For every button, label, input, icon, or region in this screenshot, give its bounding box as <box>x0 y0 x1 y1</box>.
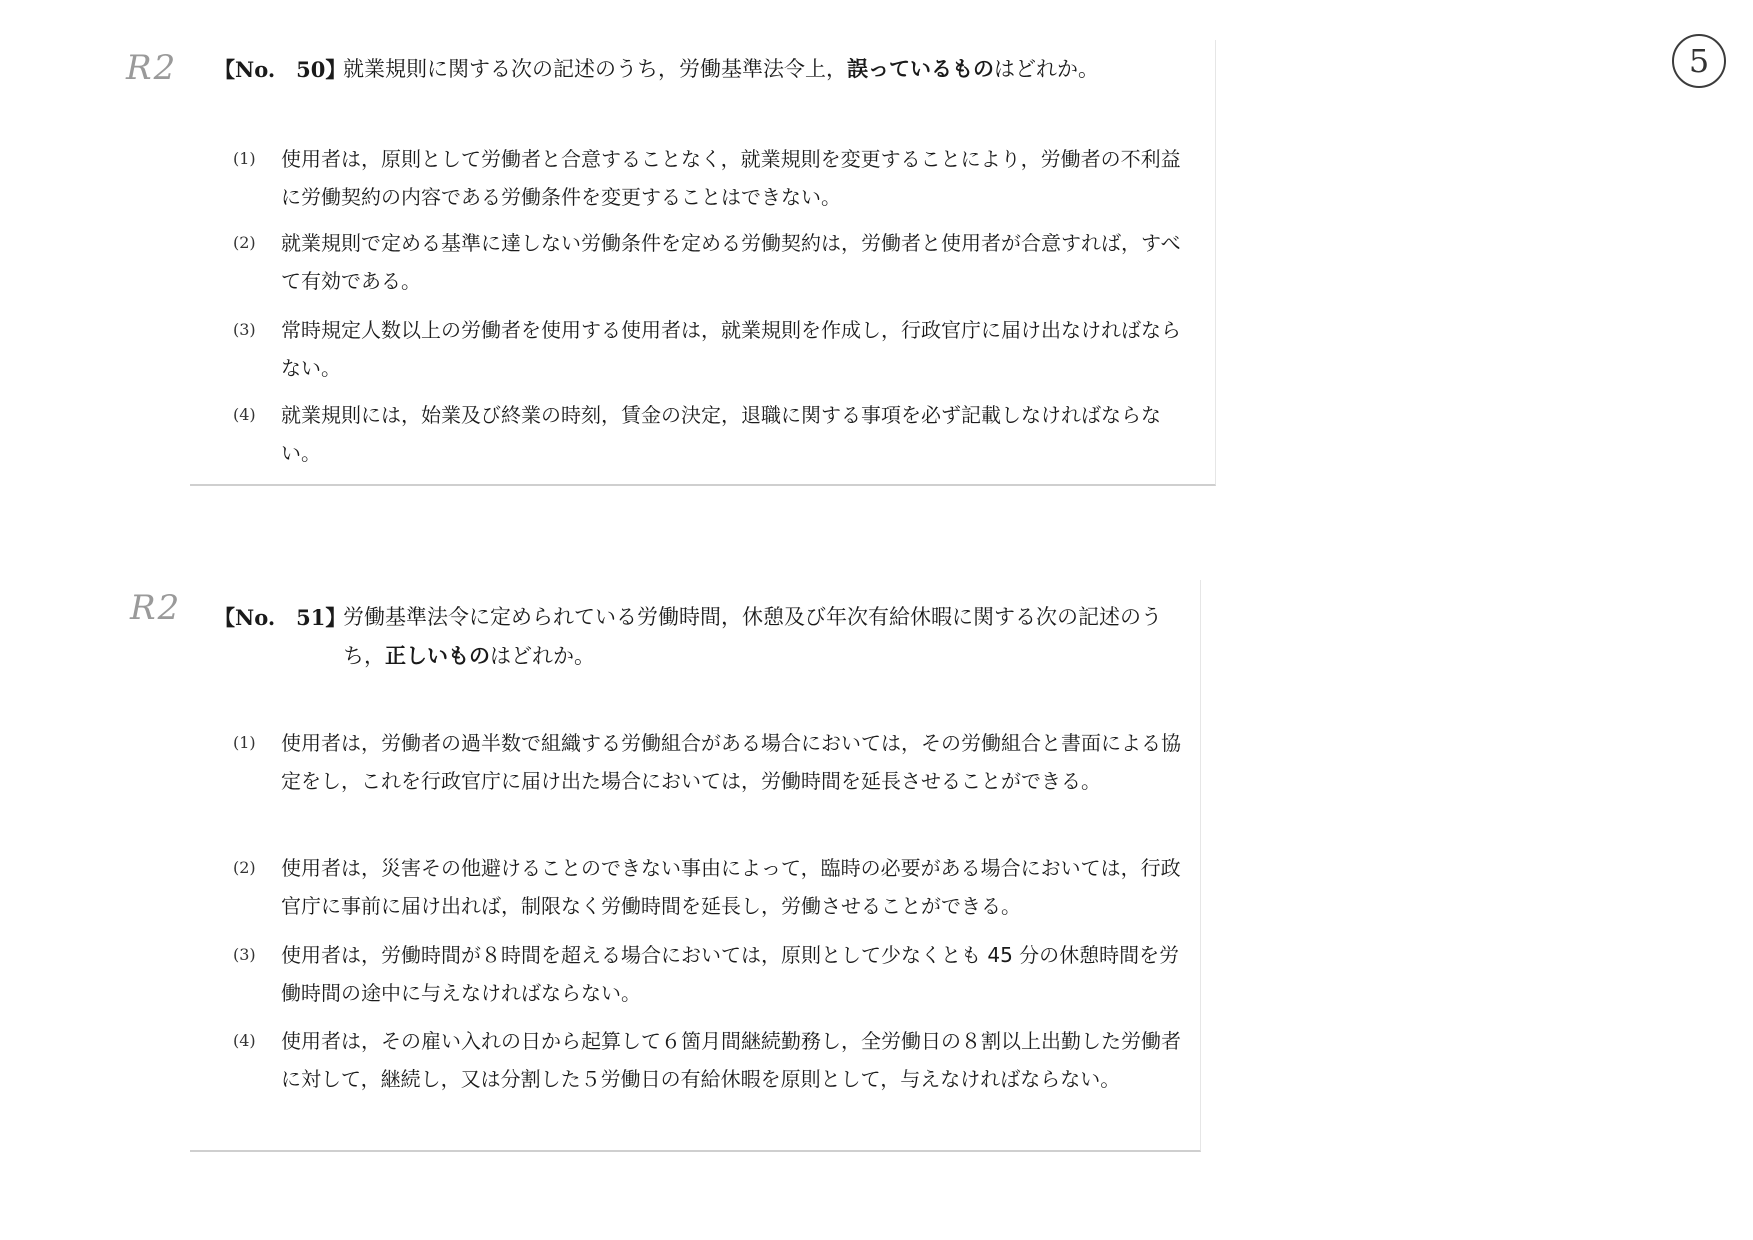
choice-number: (4) <box>233 1031 256 1050</box>
question-51-header <box>214 598 1163 676</box>
question-51-stem: 労働基準法令に定められている労働時間，休憩及び年次有給休暇に関する次の記述のうち，正しいものはどれか。 <box>343 605 1162 668</box>
choice-number: (4) <box>233 405 256 424</box>
choice-number: (1) <box>233 149 256 168</box>
question-50-stem: 就業規則に関する次の記述のうち，労働基準法令上，誤っているものはどれか。 <box>343 57 1099 81</box>
question-51-emphasis: 正しいもの <box>385 644 490 668</box>
q51-choice-3 <box>233 936 1181 1012</box>
q51-choice-4 <box>233 1022 1181 1098</box>
question-50-label: 【No. 50】 <box>214 57 347 82</box>
choice-text: 使用者は，原則として労働者と合意することなく，就業規則を変更することにより，労働者の不利益に労働契約の内容である労働条件を変更することはできない。 <box>281 147 1181 209</box>
choice-text: 使用者は，災害その他避けることのできない事由によって，臨時の必要がある場合においては，行政官庁に事前に届け出れば，制限なく労働時間を延長し，労働させることができる。 <box>281 856 1181 918</box>
q50-choice-1 <box>233 140 1181 216</box>
page-number: 5 <box>1672 34 1726 88</box>
q51-choice-2 <box>233 849 1181 925</box>
choice-text: 就業規則で定める基準に達しない労働条件を定める労働契約は，労働者と使用者が合意すれば，すべて有効である。 <box>281 231 1181 293</box>
q51-choice-1 <box>233 724 1181 800</box>
question-50-emphasis: 誤っているもの <box>847 57 994 81</box>
choice-number: (2) <box>233 858 256 877</box>
choice-number: (1) <box>233 733 256 752</box>
question-51-label: 【No. 51】 <box>214 605 347 630</box>
q50-choice-2 <box>233 224 1181 300</box>
q50-choice-3 <box>233 311 1181 387</box>
choice-text: 就業規則には，始業及び終業の時刻，賃金の決定，退職に関する事項を必ず記載しなければならない。 <box>281 403 1161 465</box>
choice-number: (2) <box>233 233 256 252</box>
handwritten-note-q51: R2 <box>130 588 182 628</box>
question-50-header <box>214 50 1163 90</box>
choice-text: 使用者は，労働者の過半数で組織する労働組合がある場合においては，その労働組合と書面による協定をし，これを行政官庁に届け出た場合においては，労働時間を延長させることができる。 <box>281 731 1181 793</box>
choice-text: 常時規定人数以上の労働者を使用する使用者は，就業規則を作成し，行政官庁に届け出なければならない。 <box>281 318 1181 380</box>
q50-choice-4 <box>233 396 1181 472</box>
choice-text: 使用者は，その雇い入れの日から起算して６箇月間継続勤務し，全労働日の８割以上出勤した労働者に対して，継続し，又は分割した５労働日の有給休暇を原則として，与えなければならない。 <box>281 1029 1181 1091</box>
handwritten-note-q50: R2 <box>126 48 178 88</box>
choice-text: 使用者は，労働時間が８時間を超える場合においては，原則として少なくとも 45 分の休憩時間を労働時間の途中に与えなければならない。 <box>281 943 1180 1005</box>
choice-number: (3) <box>233 320 256 339</box>
choice-number: (3) <box>233 945 256 964</box>
